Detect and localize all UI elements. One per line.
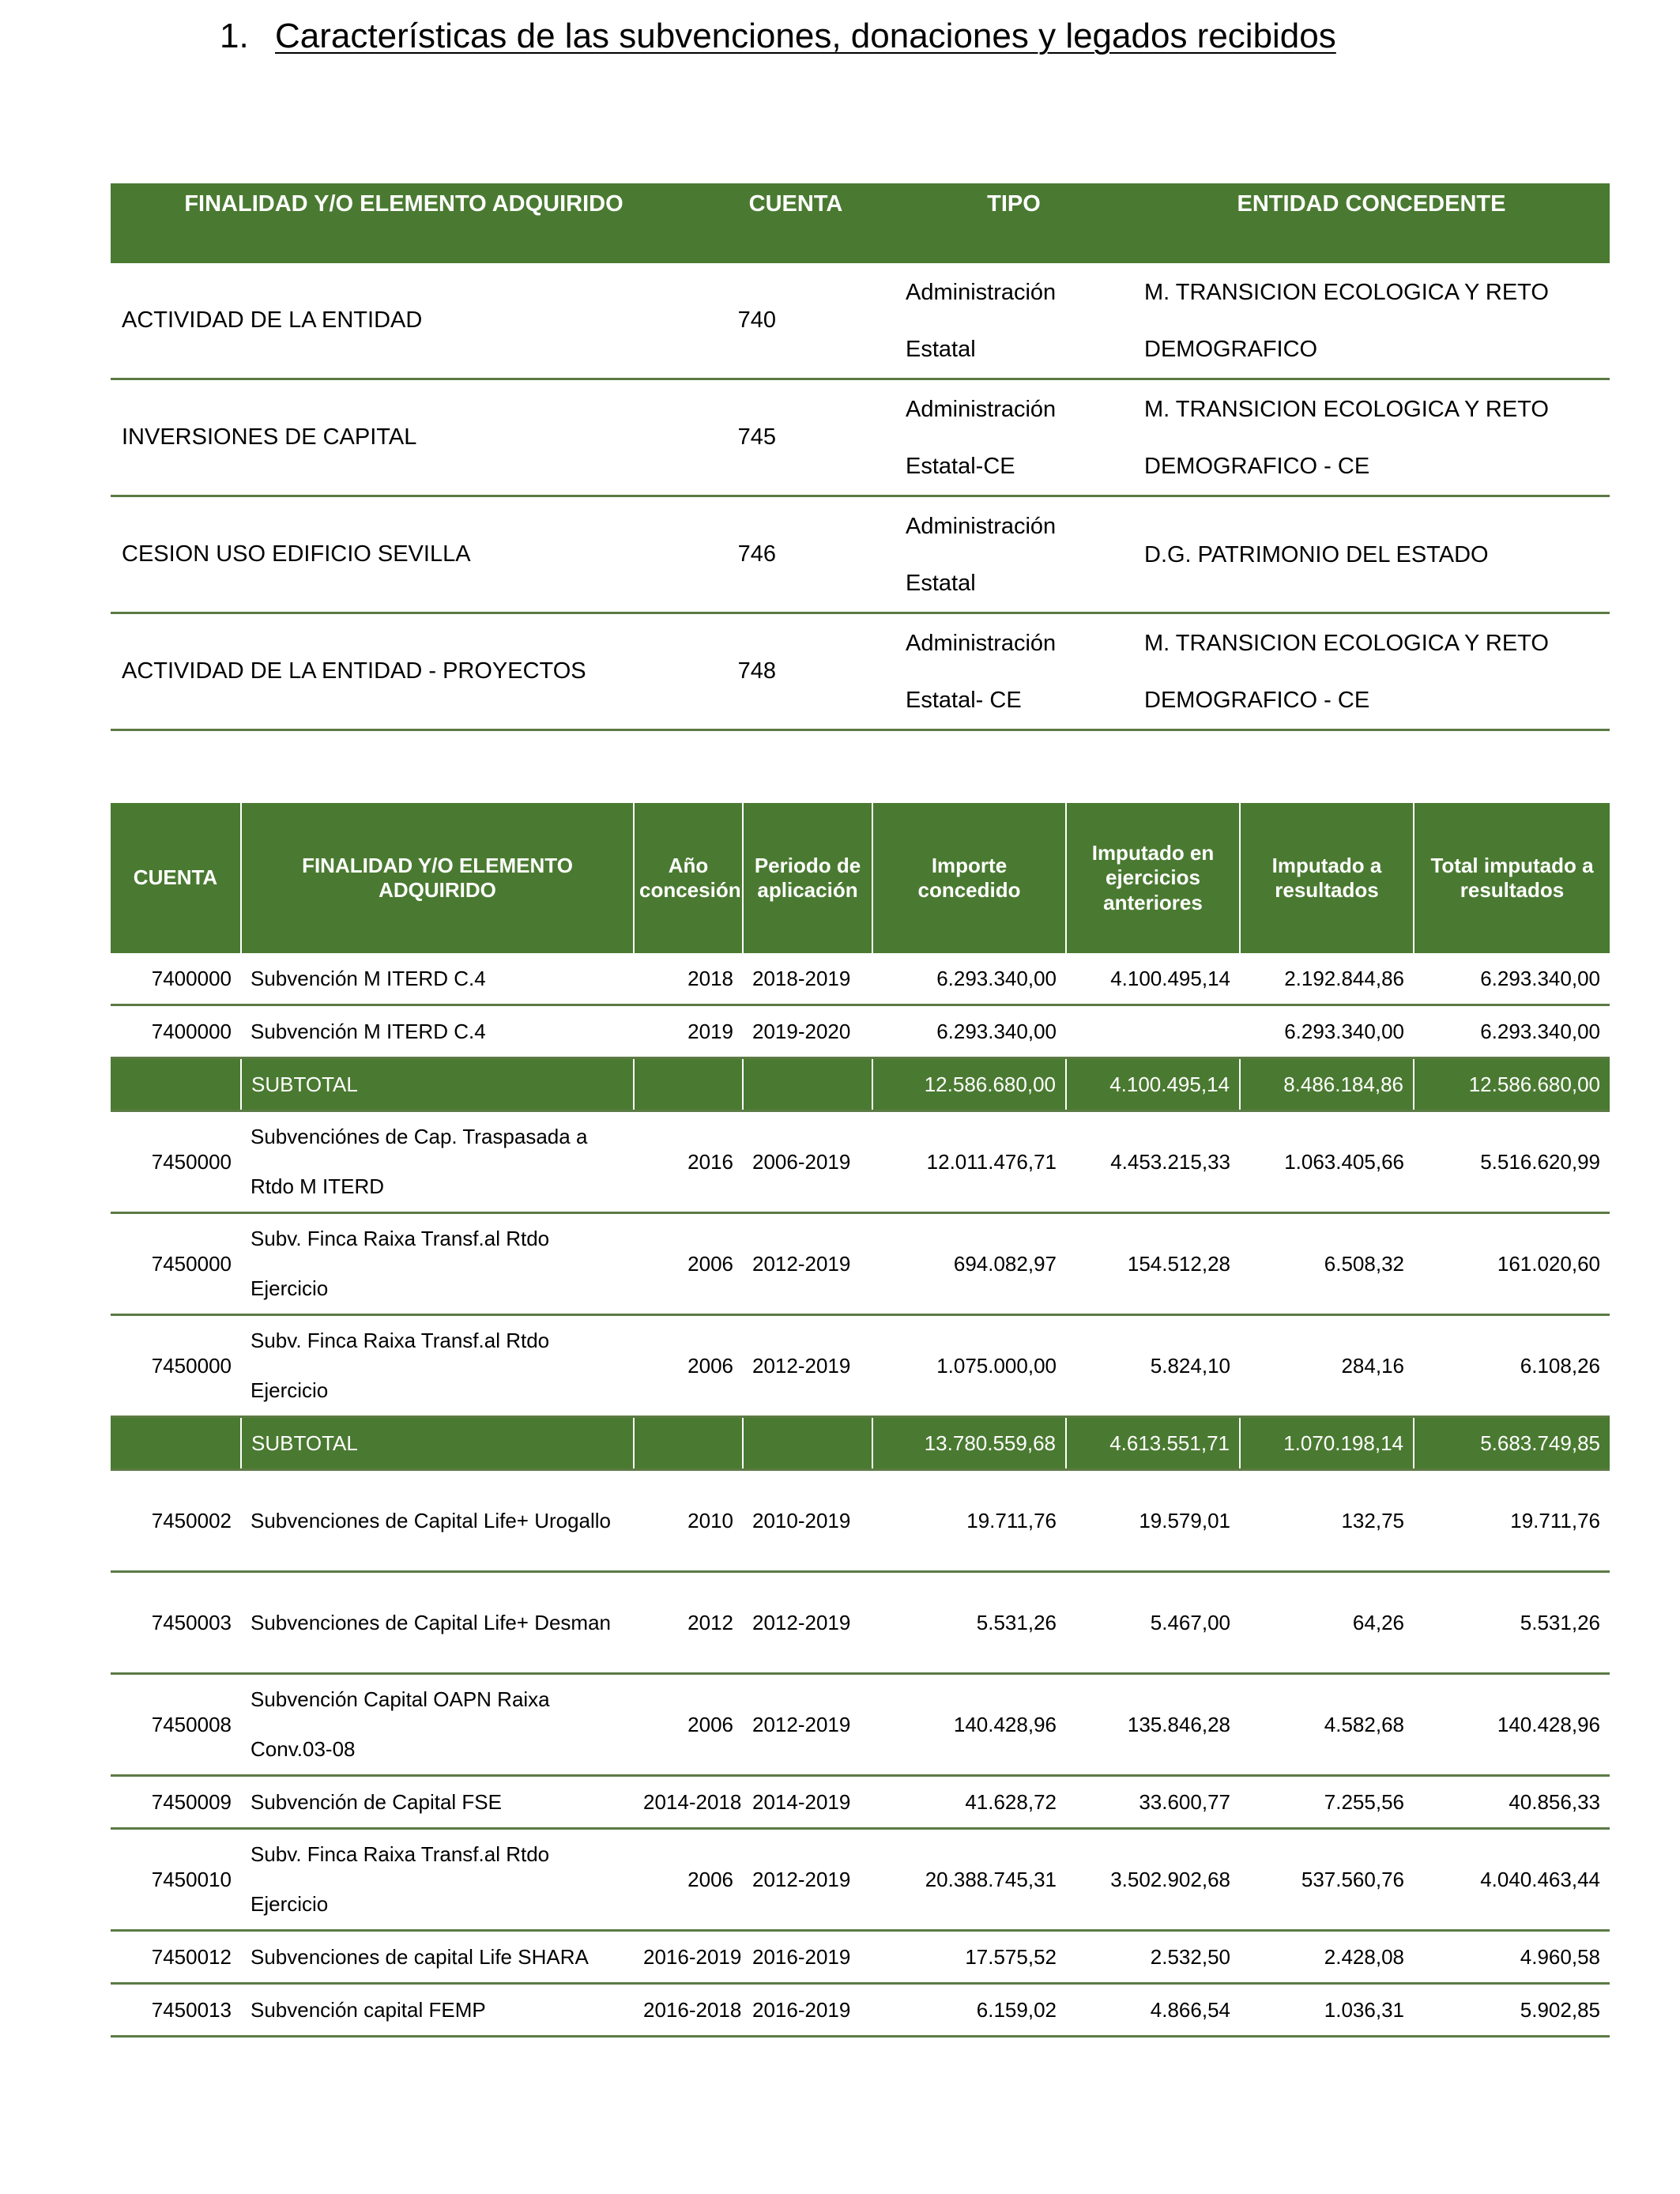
cell-anio [634, 1417, 743, 1470]
cell-importe: 140.428,96 [872, 1674, 1066, 1776]
cell-periodo [743, 1058, 872, 1111]
table-row [111, 263, 1610, 379]
cell-anio: 2006 [634, 1213, 743, 1315]
cell-desc: Subvenciones de Capital Life+ Urogallo [241, 1470, 634, 1572]
cell-resultados: 1.063.405,66 [1240, 1111, 1414, 1213]
cell-anteriores: 4.866,54 [1066, 1984, 1240, 2037]
cell-anteriores: 5.824,10 [1066, 1315, 1240, 1417]
cell-anteriores: 33.600,77 [1066, 1776, 1240, 1829]
table1-body [111, 263, 1610, 730]
table-row [111, 379, 1610, 496]
cell-periodo: 2019-2020 [743, 1005, 872, 1058]
cell-total: 6.293.340,00 [1414, 1005, 1610, 1058]
table-row [111, 496, 1610, 613]
cell-anio [634, 1058, 743, 1111]
cell-desc: Subvenciónes de Cap. Traspasada a Rtdo M ITERD [241, 1111, 634, 1213]
cell-anteriores: 3.502.902,68 [1066, 1829, 1240, 1931]
cell-total: 6.293.340,00 [1414, 953, 1610, 1005]
cell-desc: Subvención M ITERD C.4 [241, 953, 634, 1005]
cell-resultados: 6.293.340,00 [1240, 1005, 1414, 1058]
table-row [111, 1829, 1610, 1931]
cell-cuenta: 7450000 [111, 1111, 241, 1213]
table-row [111, 1315, 1610, 1417]
cell-anteriores: 2.532,50 [1066, 1931, 1240, 1984]
cell-tipo: Administración Estatal- CE [895, 613, 1133, 730]
cell-importe: 12.586.680,00 [872, 1058, 1066, 1111]
cell-finalidad: INVERSIONES DE CAPITAL [111, 379, 697, 496]
table1-header-row [111, 183, 1610, 263]
cell-anio: 2018 [634, 953, 743, 1005]
cell-anio: 2006 [634, 1315, 743, 1417]
cell-finalidad: ACTIVIDAD DE LA ENTIDAD - PROYECTOS [111, 613, 697, 730]
cell-entidad: M. TRANSICION ECOLOGICA Y RETO DEMOGRAFICO - CE [1133, 379, 1610, 496]
header-finalidad: FINALIDAD Y/O ELEMENTO ADQUIRIDO [111, 183, 697, 263]
cell-resultados: 64,26 [1240, 1572, 1414, 1674]
cell-importe: 20.388.745,31 [872, 1829, 1066, 1931]
cell-resultados: 537.560,76 [1240, 1829, 1414, 1931]
cell-anio: 2016-2019 [634, 1931, 743, 1984]
cell-periodo: 2012-2019 [743, 1315, 872, 1417]
table-row [111, 1776, 1610, 1829]
subtotal-row [111, 1417, 1610, 1470]
cell-resultados: 1.070.198,14 [1240, 1417, 1414, 1470]
cell-desc: Subvenciones de capital Life SHARA [241, 1931, 634, 1984]
cell-anio: 2016 [634, 1111, 743, 1213]
cell-anio: 2010 [634, 1470, 743, 1572]
header-cuenta: CUENTA [697, 183, 895, 263]
cell-anteriores: 4.613.551,71 [1066, 1417, 1240, 1470]
header-periodo: Periodo de aplicación [743, 803, 872, 953]
cell-importe: 19.711,76 [872, 1470, 1066, 1572]
cell-periodo: 2012-2019 [743, 1572, 872, 1674]
cell-desc: Subv. Finca Raixa Transf.al Rtdo Ejercicio [241, 1829, 634, 1931]
cell-resultados: 132,75 [1240, 1470, 1414, 1572]
cell-total: 5.902,85 [1414, 1984, 1610, 2037]
grants-characteristics-table [111, 183, 1610, 731]
cell-periodo: 2012-2019 [743, 1674, 872, 1776]
cell-desc: SUBTOTAL [241, 1058, 634, 1111]
cell-total: 5.516.620,99 [1414, 1111, 1610, 1213]
cell-cuenta: 745 [697, 379, 895, 496]
cell-cuenta [111, 1417, 241, 1470]
cell-cuenta: 7400000 [111, 953, 241, 1005]
cell-anteriores: 4.100.495,14 [1066, 953, 1240, 1005]
cell-importe: 13.780.559,68 [872, 1417, 1066, 1470]
cell-importe: 17.575,52 [872, 1931, 1066, 1984]
cell-tipo: Administración Estatal-CE [895, 379, 1133, 496]
cell-desc: Subvención Capital OAPN Raixa Conv.03-08 [241, 1674, 634, 1776]
cell-desc: SUBTOTAL [241, 1417, 634, 1470]
cell-entidad: M. TRANSICION ECOLOGICA Y RETO DEMOGRAFICO - CE [1133, 613, 1610, 730]
cell-cuenta: 7450012 [111, 1931, 241, 1984]
cell-tipo: Administración Estatal [895, 496, 1133, 613]
cell-importe: 41.628,72 [872, 1776, 1066, 1829]
header-tipo: TIPO [895, 183, 1133, 263]
cell-resultados: 6.508,32 [1240, 1213, 1414, 1315]
cell-resultados: 2.428,08 [1240, 1931, 1414, 1984]
cell-total: 140.428,96 [1414, 1674, 1610, 1776]
cell-cuenta: 740 [697, 263, 895, 379]
cell-periodo: 2016-2019 [743, 1984, 872, 2037]
cell-periodo: 2010-2019 [743, 1470, 872, 1572]
cell-cuenta: 7450009 [111, 1776, 241, 1829]
cell-cuenta: 7450002 [111, 1470, 241, 1572]
cell-anteriores [1066, 1005, 1240, 1058]
cell-tipo: Administración Estatal [895, 263, 1133, 379]
table-row [111, 1984, 1610, 2037]
cell-periodo: 2018-2019 [743, 953, 872, 1005]
header-cuenta: CUENTA [111, 803, 241, 953]
cell-total: 5.683.749,85 [1414, 1417, 1610, 1470]
cell-desc: Subvenciones de Capital Life+ Desman [241, 1572, 634, 1674]
cell-anteriores: 5.467,00 [1066, 1572, 1240, 1674]
cell-total: 161.020,60 [1414, 1213, 1610, 1315]
cell-desc: Subvención M ITERD C.4 [241, 1005, 634, 1058]
cell-desc: Subvención de Capital FSE [241, 1776, 634, 1829]
table-row [111, 1111, 1610, 1213]
cell-importe: 694.082,97 [872, 1213, 1066, 1315]
cell-importe: 6.293.340,00 [872, 1005, 1066, 1058]
cell-cuenta [111, 1058, 241, 1111]
heading-number: 1. [220, 17, 249, 55]
cell-importe: 12.011.476,71 [872, 1111, 1066, 1213]
cell-desc: Subv. Finca Raixa Transf.al Rtdo Ejercicio [241, 1213, 634, 1315]
cell-cuenta: 7450000 [111, 1315, 241, 1417]
table-row [111, 1213, 1610, 1315]
cell-anteriores: 19.579,01 [1066, 1470, 1240, 1572]
header-importe: Importe concedido [872, 803, 1066, 953]
header-anteriores: Imputado en ejercicios anteriores [1066, 803, 1240, 953]
cell-entidad: M. TRANSICION ECOLOGICA Y RETO DEMOGRAFICO [1133, 263, 1610, 379]
cell-desc: Subv. Finca Raixa Transf.al Rtdo Ejercicio [241, 1315, 634, 1417]
table-row [111, 1005, 1610, 1058]
cell-importe: 6.293.340,00 [872, 953, 1066, 1005]
cell-anio: 2006 [634, 1829, 743, 1931]
cell-anteriores: 154.512,28 [1066, 1213, 1240, 1315]
cell-periodo: 2016-2019 [743, 1931, 872, 1984]
cell-total: 6.108,26 [1414, 1315, 1610, 1417]
cell-anteriores: 4.100.495,14 [1066, 1058, 1240, 1111]
cell-total: 4.040.463,44 [1414, 1829, 1610, 1931]
cell-cuenta: 7450000 [111, 1213, 241, 1315]
cell-total: 19.711,76 [1414, 1470, 1610, 1572]
header-resultados: Imputado a resultados [1240, 803, 1414, 953]
cell-periodo: 2006-2019 [743, 1111, 872, 1213]
header-total: Total imputado a resultados [1414, 803, 1610, 953]
cell-finalidad: CESION USO EDIFICIO SEVILLA [111, 496, 697, 613]
cell-anio: 2012 [634, 1572, 743, 1674]
cell-finalidad: ACTIVIDAD DE LA ENTIDAD [111, 263, 697, 379]
cell-total: 5.531,26 [1414, 1572, 1610, 1674]
section-heading [220, 11, 1336, 62]
cell-cuenta: 7450003 [111, 1572, 241, 1674]
table-row [111, 1470, 1610, 1572]
cell-total: 4.960,58 [1414, 1931, 1610, 1984]
table-row [111, 953, 1610, 1005]
cell-resultados: 7.255,56 [1240, 1776, 1414, 1829]
grants-amounts-table [111, 803, 1610, 2038]
cell-cuenta: 748 [697, 613, 895, 730]
cell-resultados: 284,16 [1240, 1315, 1414, 1417]
cell-cuenta: 7450013 [111, 1984, 241, 2037]
cell-total: 12.586.680,00 [1414, 1058, 1610, 1111]
cell-periodo: 2012-2019 [743, 1213, 872, 1315]
cell-periodo: 2014-2019 [743, 1776, 872, 1829]
cell-resultados: 8.486.184,86 [1240, 1058, 1414, 1111]
cell-cuenta: 7400000 [111, 1005, 241, 1058]
cell-anteriores: 4.453.215,33 [1066, 1111, 1240, 1213]
cell-resultados: 2.192.844,86 [1240, 953, 1414, 1005]
cell-anio: 2019 [634, 1005, 743, 1058]
header-finalidad: FINALIDAD Y/O ELEMENTO ADQUIRIDO [241, 803, 634, 953]
cell-importe: 1.075.000,00 [872, 1315, 1066, 1417]
heading-text: Características de las subvenciones, donaciones y legados recibidos [275, 17, 1336, 55]
cell-total: 40.856,33 [1414, 1776, 1610, 1829]
cell-entidad: D.G. PATRIMONIO DEL ESTADO [1133, 496, 1610, 613]
cell-importe: 6.159,02 [872, 1984, 1066, 2037]
cell-resultados: 4.582,68 [1240, 1674, 1414, 1776]
cell-desc: Subvención capital FEMP [241, 1984, 634, 2037]
cell-cuenta: 746 [697, 496, 895, 613]
subtotal-row [111, 1058, 1610, 1111]
cell-periodo: 2012-2019 [743, 1829, 872, 1931]
cell-anio: 2016-2018 [634, 1984, 743, 2037]
cell-anio: 2014-2018 [634, 1776, 743, 1829]
cell-resultados: 1.036,31 [1240, 1984, 1414, 2037]
table-row [111, 1572, 1610, 1674]
header-anio: Año concesión [634, 803, 743, 953]
cell-anteriores: 135.846,28 [1066, 1674, 1240, 1776]
cell-anio: 2006 [634, 1674, 743, 1776]
table-row [111, 1931, 1610, 1984]
cell-periodo [743, 1417, 872, 1470]
table2-header-row [111, 803, 1610, 953]
cell-cuenta: 7450008 [111, 1674, 241, 1776]
table-row [111, 1674, 1610, 1776]
header-entidad: ENTIDAD CONCEDENTE [1133, 183, 1610, 263]
table-row [111, 613, 1610, 730]
cell-cuenta: 7450010 [111, 1829, 241, 1931]
cell-importe: 5.531,26 [872, 1572, 1066, 1674]
table2-body [111, 953, 1610, 2037]
